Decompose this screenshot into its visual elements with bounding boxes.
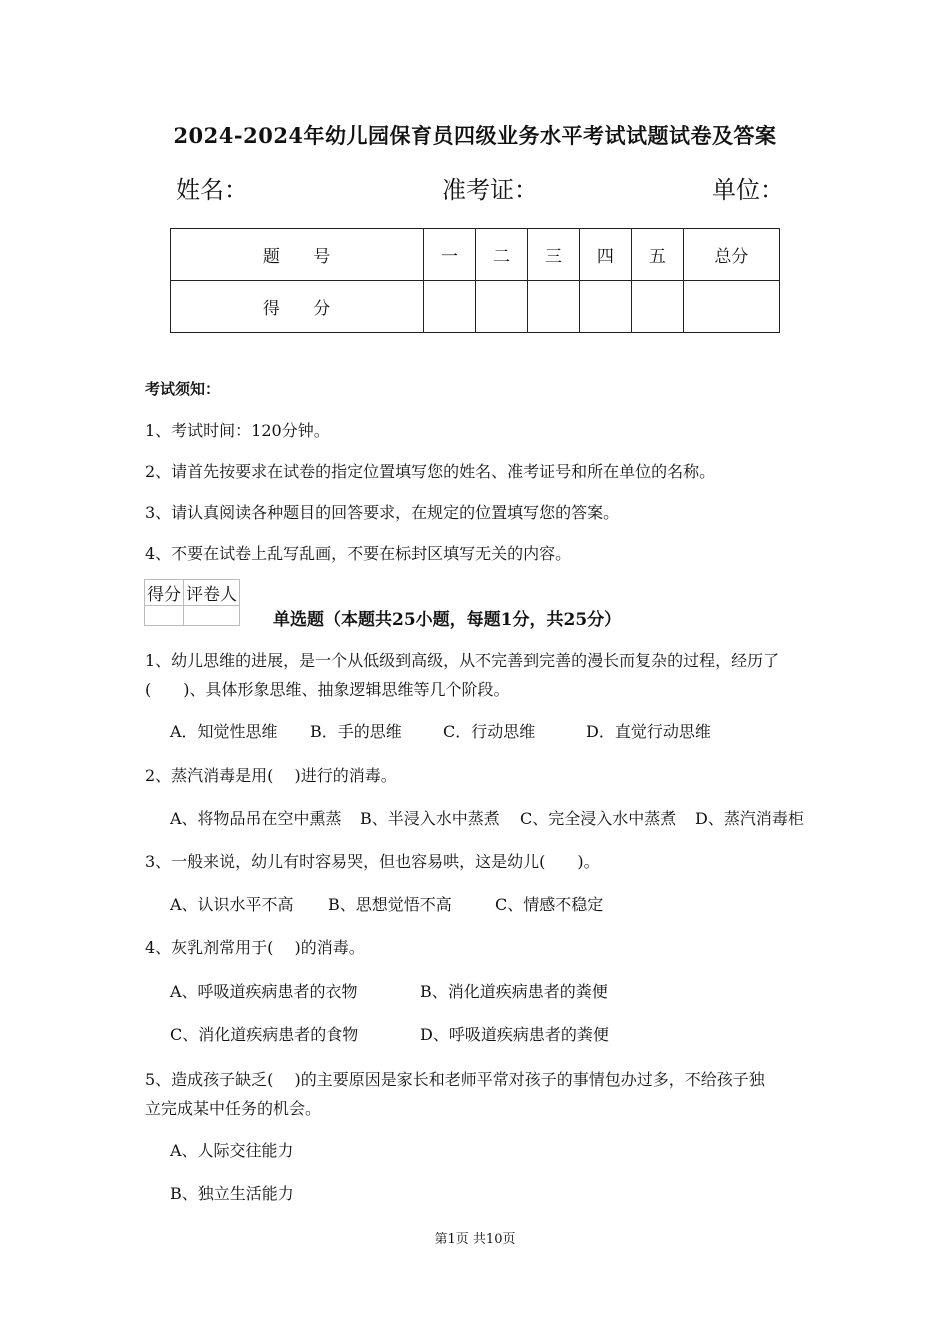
score-blank-cell[interactable] bbox=[476, 281, 528, 333]
score-table-cell: 五 bbox=[631, 229, 683, 281]
option-d[interactable]: D．直觉行动思维 bbox=[586, 722, 711, 741]
notice-item: 3、请认真阅读各种题目的回答要求，在规定的位置填写您的答案。 bbox=[145, 503, 620, 522]
score-table-header-row bbox=[171, 229, 780, 281]
notice-item: 1、考试时间：120分钟。 bbox=[145, 421, 330, 440]
score-table-cell: 总分 bbox=[683, 229, 779, 281]
question-1-cont: ( )、具体形象思维、抽象逻辑思维等几个阶段。 bbox=[145, 680, 510, 699]
section-title: 单选题（本题共25小题，每题1分，共25分） bbox=[273, 610, 622, 630]
option-b[interactable]: B、思想觉悟不高 bbox=[328, 895, 452, 914]
option-a[interactable]: A．知觉性思维 bbox=[170, 722, 278, 741]
document-title: 2024-2024年幼儿园保育员四级业务水平考试试题试卷及答案 bbox=[173, 123, 777, 148]
option-b[interactable]: B、独立生活能力 bbox=[170, 1184, 294, 1203]
option-b[interactable]: B、消化道疾病患者的粪便 bbox=[420, 982, 608, 1001]
score-table-cell: 一 bbox=[424, 229, 476, 281]
option-d[interactable]: D、呼吸道疾病患者的粪便 bbox=[420, 1025, 609, 1044]
score-table-cell: 四 bbox=[579, 229, 631, 281]
score-blank-cell[interactable] bbox=[631, 281, 683, 333]
notice-item: 4、不要在试卷上乱写乱画，不要在标封区填写无关的内容。 bbox=[145, 544, 572, 563]
question-1: 1、幼儿思维的进展，是一个从低级到高级，从不完善到完善的漫长而复杂的过程，经历了 bbox=[145, 651, 780, 670]
option-c[interactable]: C．行动思维 bbox=[443, 722, 536, 741]
grader-score-blank[interactable] bbox=[145, 606, 184, 626]
score-blank-cell[interactable] bbox=[527, 281, 579, 333]
question-5-cont: 立完成某中任务的机会。 bbox=[145, 1099, 322, 1118]
question-3: 3、一般来说，幼儿有时容易哭，但也容易哄，这是幼儿( )。 bbox=[145, 852, 600, 871]
score-blank-cell[interactable] bbox=[424, 281, 476, 333]
score-table-score-row bbox=[171, 281, 780, 333]
option-a[interactable]: A、认识水平不高 bbox=[170, 895, 294, 914]
notice-heading: 考试须知： bbox=[145, 380, 221, 398]
grader-box bbox=[144, 579, 240, 626]
score-blank-cell[interactable] bbox=[683, 281, 779, 333]
score-table bbox=[170, 228, 780, 333]
option-a[interactable]: A、将物品吊在空中熏蒸 bbox=[170, 809, 342, 828]
score-table-cell: 题 号 bbox=[171, 229, 424, 281]
option-a[interactable]: A、呼吸道疾病患者的衣物 bbox=[170, 982, 358, 1001]
question-4: 4、灰乳剂常用于( )的消毒。 bbox=[145, 938, 365, 957]
grader-name-label: 评卷人 bbox=[184, 580, 240, 606]
score-table-cell: 三 bbox=[527, 229, 579, 281]
notice-item: 2、请首先按要求在试卷的指定位置填写您的姓名、准考证号和所在单位的名称。 bbox=[145, 462, 716, 481]
exam-number-label: 准考证： bbox=[442, 176, 538, 204]
option-a[interactable]: A、人际交往能力 bbox=[170, 1141, 294, 1160]
score-blank-cell[interactable] bbox=[579, 281, 631, 333]
unit-label: 单位： bbox=[712, 176, 784, 204]
option-c[interactable]: C、情感不稳定 bbox=[495, 895, 604, 914]
score-table-cell: 得 分 bbox=[171, 281, 424, 333]
option-c[interactable]: C、消化道疾病患者的食物 bbox=[170, 1025, 359, 1044]
question-5: 5、造成孩子缺乏( )的主要原因是家长和老师平常对孩子的事情包办过多，不给孩子独 bbox=[145, 1070, 765, 1089]
option-c[interactable]: C、完全浸入水中蒸煮 bbox=[520, 809, 677, 828]
grader-score-label: 得分 bbox=[145, 580, 184, 606]
page-footer: 第1页 共10页 bbox=[434, 1232, 516, 1247]
grader-name-blank[interactable] bbox=[184, 606, 240, 626]
option-d[interactable]: D、蒸汽消毒柜 bbox=[695, 809, 804, 828]
option-b[interactable]: B．手的思维 bbox=[310, 722, 402, 741]
option-b[interactable]: B、半浸入水中蒸煮 bbox=[360, 809, 500, 828]
question-2: 2、蒸汽消毒是用( )进行的消毒。 bbox=[145, 766, 397, 785]
name-label: 姓名： bbox=[176, 176, 248, 204]
score-table-cell: 二 bbox=[476, 229, 528, 281]
